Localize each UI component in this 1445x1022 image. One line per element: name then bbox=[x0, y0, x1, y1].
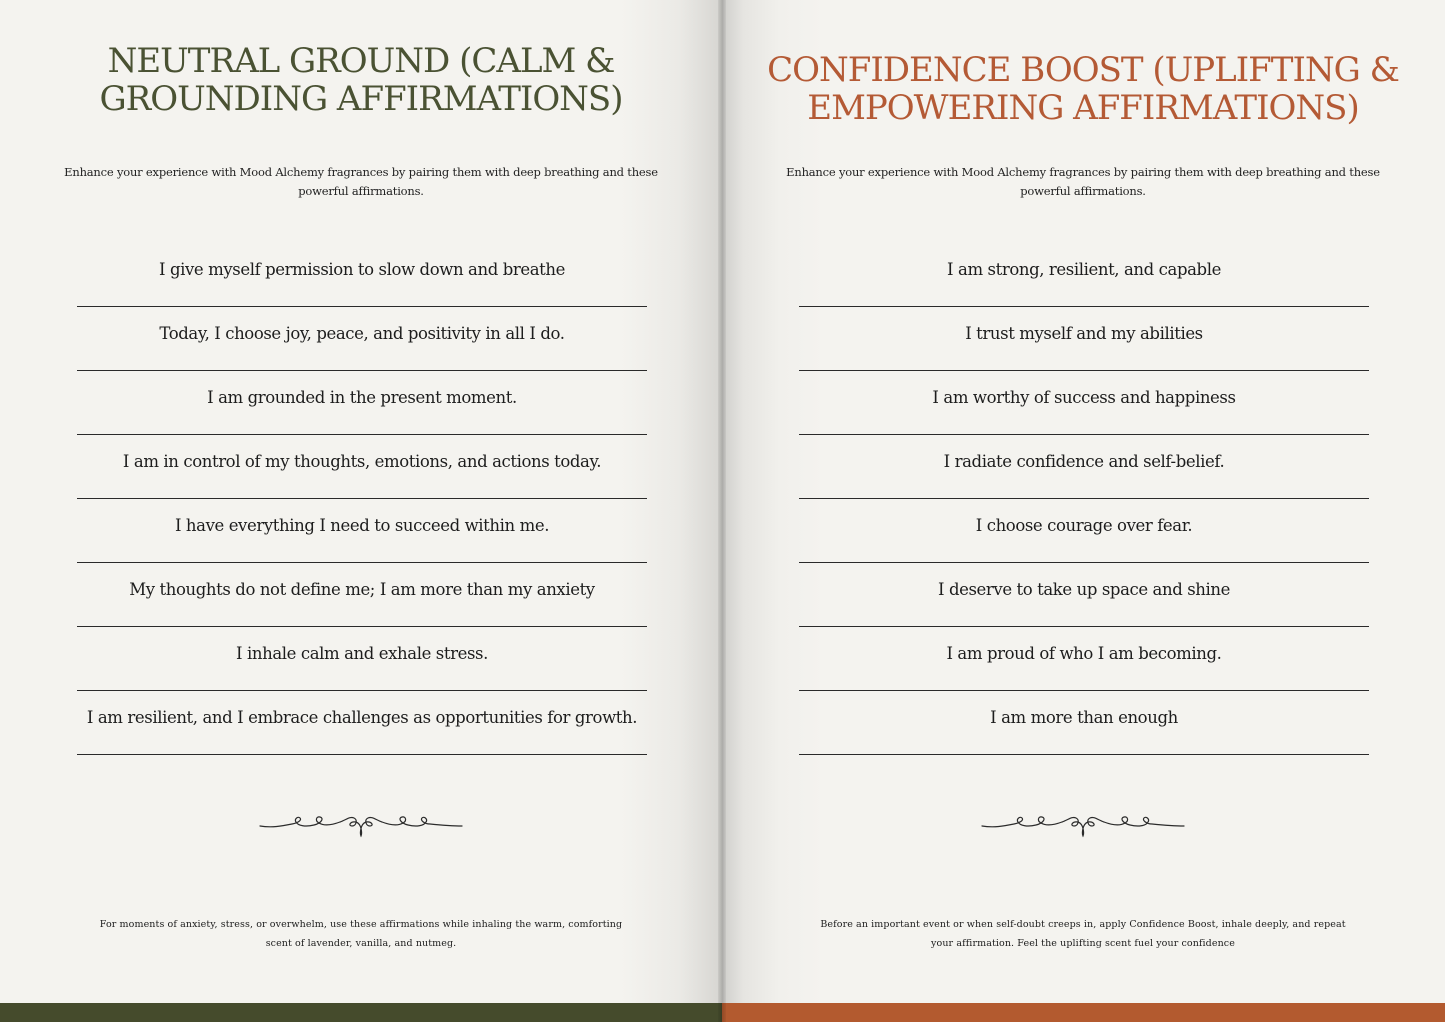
affirmation-text: My thoughts do not define me; I am more than my anxiety bbox=[129, 580, 595, 599]
affirmation-line bbox=[77, 308, 647, 371]
affirmation-line bbox=[799, 308, 1369, 371]
right-page bbox=[722, 0, 1445, 1022]
affirmation-text: I am proud of who I am becoming. bbox=[946, 644, 1222, 663]
affirmation-line bbox=[77, 500, 647, 563]
affirmation-line bbox=[77, 436, 647, 499]
affirmation-text: Today, I choose joy, peace, and positivity in all I do. bbox=[159, 324, 565, 343]
bottom-color-band bbox=[722, 1003, 1445, 1022]
affirmation-text: I have everything I need to succeed within me. bbox=[174, 516, 550, 535]
affirmation-line bbox=[799, 244, 1369, 307]
affirmation-text: I inhale calm and exhale stress. bbox=[236, 644, 488, 663]
affirmation-text: I radiate confidence and self-belief. bbox=[943, 452, 1225, 471]
affirmation-text: I trust myself and my abilities bbox=[965, 324, 1203, 343]
book-gutter bbox=[718, 0, 726, 1022]
left-page bbox=[0, 0, 722, 1022]
affirmation-line bbox=[799, 500, 1369, 563]
affirmation-line bbox=[77, 244, 647, 307]
affirmation-line bbox=[799, 692, 1369, 755]
affirmation-line bbox=[77, 372, 647, 435]
affirmation-text: I am resilient, and I embrace challenges as opportunities for growth. bbox=[86, 708, 638, 727]
affirmation-text: I give myself permission to slow down and breathe bbox=[158, 260, 565, 279]
affirmation-text: I am in control of my thoughts, emotions, and actions today. bbox=[122, 452, 602, 471]
affirmation-line bbox=[77, 692, 647, 755]
intro-text: Enhance your experience with Mood Alchemy fragrances by pairing them with deep breathing and these powerful affirmations. bbox=[64, 165, 658, 198]
page-title: NEUTRAL GROUND (CALM & GROUNDING AFFIRMATIONS) bbox=[99, 41, 623, 119]
affirmation-text: I am grounded in the present moment. bbox=[207, 388, 517, 407]
affirmation-line bbox=[799, 372, 1369, 435]
affirmation-line bbox=[799, 628, 1369, 691]
affirmation-line bbox=[77, 564, 647, 627]
affirmation-line bbox=[799, 564, 1369, 627]
ornamental-flourish-icon bbox=[980, 808, 1186, 842]
affirmation-text: I deserve to take up space and shine bbox=[937, 580, 1230, 599]
page-title: CONFIDENCE BOOST (UPLIFTING & EMPOWERING AFFIRMATIONS) bbox=[767, 50, 1399, 128]
footnote-text: For moments of anxiety, stress, or overwhelm, use these affirmations while inhaling the warm, comforting scent of lavender, vanilla, and nutmeg. bbox=[99, 919, 623, 949]
affirmation-text: I am more than enough bbox=[990, 708, 1178, 727]
affirmation-line bbox=[77, 628, 647, 691]
affirmation-text: I am strong, resilient, and capable bbox=[947, 260, 1221, 279]
affirmation-line bbox=[799, 436, 1369, 499]
intro-text: Enhance your experience with Mood Alchemy fragrances by pairing them with deep breathing and these powerful affirmations. bbox=[786, 165, 1380, 198]
affirmation-text: I am worthy of success and happiness bbox=[932, 388, 1236, 407]
ornamental-flourish-icon bbox=[258, 808, 464, 842]
affirmation-list bbox=[77, 244, 647, 756]
affirmation-text: I choose courage over fear. bbox=[975, 516, 1193, 535]
affirmation-list bbox=[799, 244, 1369, 756]
bottom-color-band bbox=[0, 1003, 722, 1022]
footnote-text: Before an important event or when self-doubt creeps in, apply Confidence Boost, inhale deeply, and repeat your affirmation. Feel the uplifting scent fuel your confidence bbox=[820, 919, 1346, 949]
